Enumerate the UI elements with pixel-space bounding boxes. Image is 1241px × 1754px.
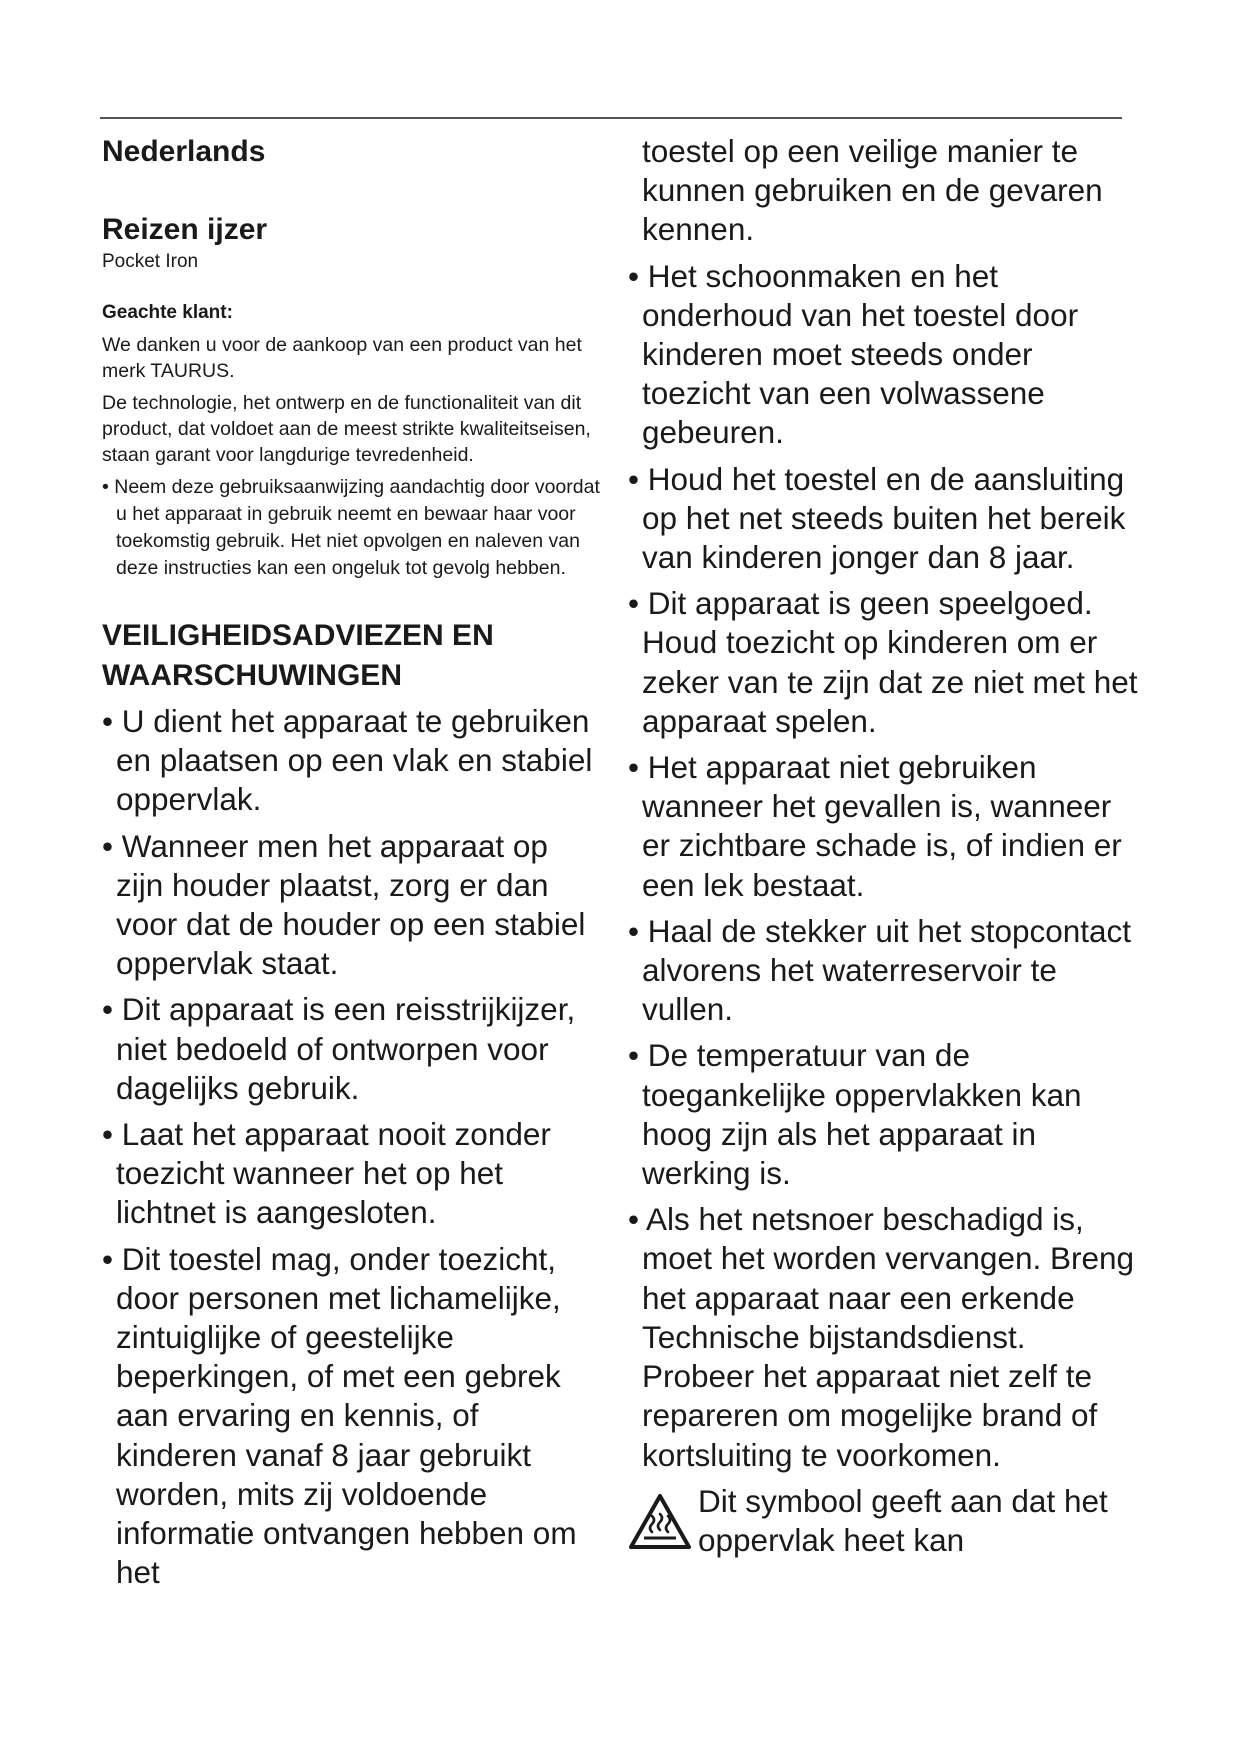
intro-paragraph-1: We danken u voor de aankoop van een product van het merk TAURUS. <box>102 334 582 382</box>
right-column <box>628 132 1140 1560</box>
safety-item: • De temperatuur van de toegankelijke oppervlakken kan hoog zijn als het apparaat in werking is. <box>628 1037 1082 1192</box>
safety-item: • Houd het toestel en de aansluiting op het net steeds buiten het bereik van kinderen jonger dan 8 jaar. <box>628 460 1126 576</box>
safety-item: • Het apparaat niet gebruiken wanneer het gevallen is, wanneer er zichtbare schade is, of indien er een lek bestaat. <box>628 749 1122 903</box>
safety-item: • Laat het apparaat nooit zonder toezicht wanneer het op het lichtnet is aangesloten. <box>102 1116 551 1231</box>
safety-item: • Dit toestel mag, onder toezicht, door personen met lichamelijke, zintuiglijke of geestelijke beperkingen, of met een gebrek aan ervaring en kennis, of kinderen vanaf 8 jaar gebruikt worden, mits zij voldoende informatie ontvangen hebben om het <box>102 1240 577 1591</box>
safety-item: • Haal de stekker uit het stopcontact alvorens het waterreservoir te vullen. <box>628 912 1132 1028</box>
top-rule <box>100 117 1122 119</box>
product-title: Reizen ijzer <box>102 213 268 246</box>
safety-item: • Als het netsnoer beschadigd is, moet het worden vervangen. Breng het apparaat naar een erkende Technische bijstandsdienst. Probeer het apparaat niet zelf te repareren om mogelijke brand of kortsluiting te voorkomen. <box>628 1201 1135 1473</box>
language-title: Nederlands <box>102 135 266 168</box>
safety-item: • Dit apparaat is een reisstrijkijzer, niet bedoeld of ontworpen voor dagelijks gebruik. <box>102 991 576 1106</box>
safety-item: • Dit apparaat is geen speelgoed. Houd toezicht op kinderen om er zeker van te zijn dat ze niet met het apparaat spelen. <box>628 585 1138 739</box>
product-subtitle: Pocket Iron <box>102 251 199 272</box>
left-column <box>102 132 602 1599</box>
safety-item: • Het schoonmaken en het onderhoud van het toestel door kinderen moet steeds onder toezicht van een volwassene gebeuren. <box>628 257 1079 451</box>
hot-surface-warning-icon <box>628 1492 692 1552</box>
intro-paragraph-2: De technologie, het ontwerp en de functionaliteit van dit product, dat voldoet aan de meest strikte kwaliteitseisen, staan garant voor langdurige tevredenheid. <box>102 392 591 466</box>
safety-section-title: VEILIGHEIDSADVIEZEN EN WAARSCHUWINGEN <box>102 619 494 692</box>
hot-surface-text: Dit symbool geeft aan dat het oppervlak heet kan <box>698 1482 1108 1558</box>
safety-item-continuation: toestel op een veilige manier te kunnen gebruiken en de gevaren kennen. <box>642 133 1103 248</box>
intro-bullet: • Neem deze gebruiksaanwijzing aandachtig door voordat u het apparaat in gebruik neemt en bewaar haar voor toekomstig gebruik. Het niet opvolgen en naleven van deze instructies kan een ongeluk tot gevolg hebben. <box>102 476 600 579</box>
greeting: Geachte klant: <box>102 302 233 323</box>
safety-item: • Wanneer men het apparaat op zijn houder plaatst, zorg er dan voor dat de houder op een stabiel oppervlak staat. <box>102 827 586 982</box>
hot-surface-note <box>628 1482 1140 1560</box>
safety-item: • U dient het apparaat te gebruiken en plaatsen op een vlak en stabiel oppervlak. <box>102 703 593 818</box>
